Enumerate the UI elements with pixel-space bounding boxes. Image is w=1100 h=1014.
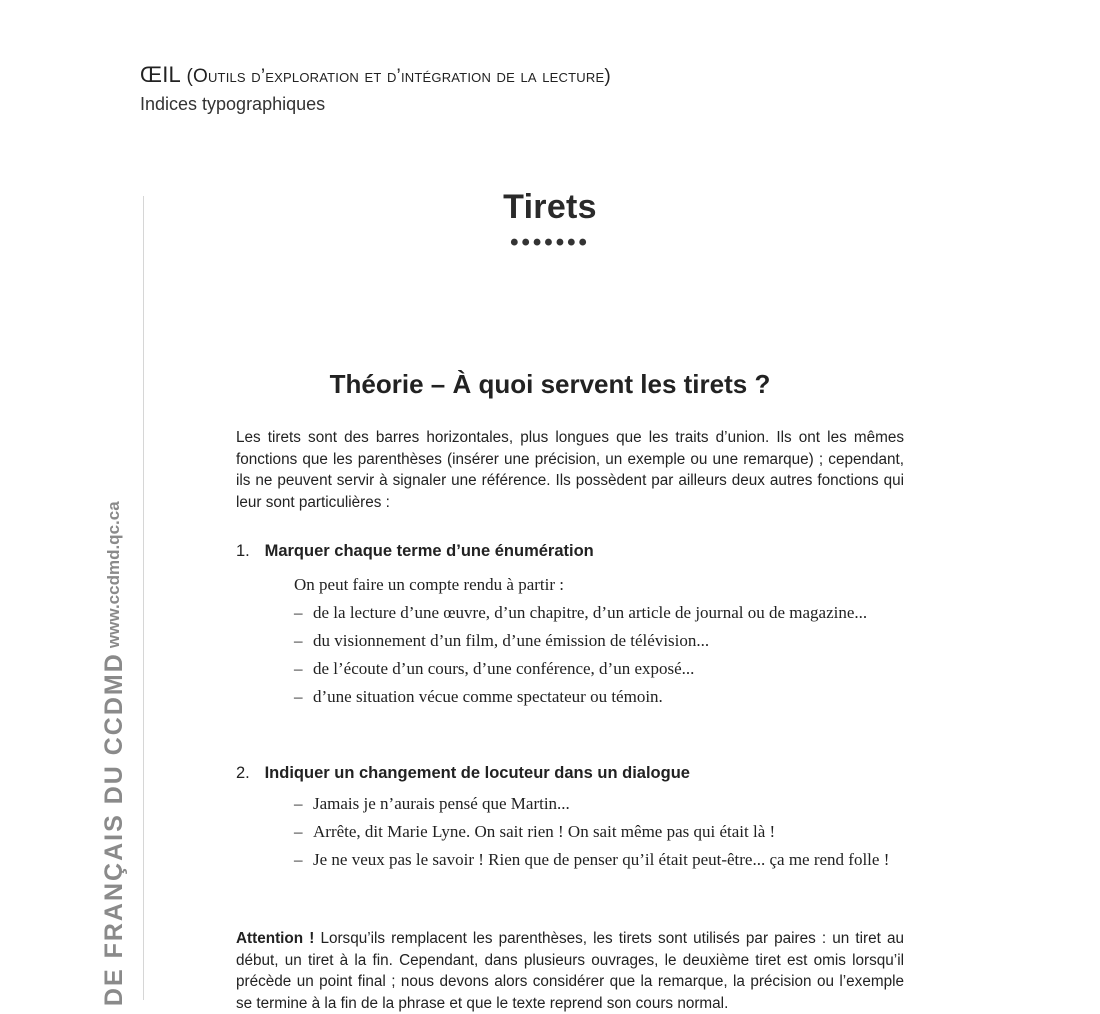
list-item: – de l’écoute d’un cours, d’une conférence, d’un exposé... — [294, 657, 904, 681]
item-1-lead: On peut faire un compte rendu à partir : — [294, 575, 565, 594]
side-publisher: DE FRANÇAIS DU CCDMD — [100, 652, 128, 1006]
item-2-heading — [236, 764, 690, 783]
list-item: – Je ne veux pas le savoir ! Rien que de penser qu’il était peut-être... ça me rend folle ! — [294, 848, 904, 872]
list-item: – du visionnement d’un film, d’une émission de télévision... — [294, 629, 904, 653]
item-1-list — [294, 601, 904, 713]
dash-marker: – — [294, 603, 303, 622]
page-title: Tirets — [503, 188, 597, 226]
list-item: – Arrête, dit Marie Lyne. On sait rien ! On sait même pas qui était là ! — [294, 820, 904, 844]
dash-marker: – — [294, 822, 303, 841]
dash-marker: – — [294, 687, 303, 706]
series-title — [140, 62, 840, 88]
dash-marker: – — [294, 631, 303, 650]
series-full-name: (Outils d’exploration et d’intégration de la lecture) — [186, 66, 611, 87]
dash-marker: – — [294, 659, 303, 678]
list-item: – d’une situation vécue comme spectateur ou témoin. — [294, 685, 904, 709]
side-banner — [100, 380, 154, 1006]
list-item: – Jamais je n’aurais pensé que Martin... — [294, 792, 904, 816]
item-2-list — [294, 792, 904, 876]
title-dots-decoration: ••••••• — [510, 229, 590, 256]
attention-paragraph — [236, 928, 904, 1014]
item-1-heading — [236, 542, 594, 561]
intro-paragraph: Les tirets sont des barres horizontales, plus longues que les traits d’union. Ils ont les mêmes fonctions que les parenthèses (insérer une précision, un exemple ou une remarque) ; cependant, ils ne peuvent servir à signaler une référence. Ils possèdent par ailleurs deux autres fonctions qui leur sont particulières : — [236, 429, 904, 511]
series-subtitle: Indices typographiques — [140, 94, 326, 114]
section-title: Théorie – À quoi servent les tirets ? — [329, 369, 771, 399]
item-2-number: 2. — [236, 764, 250, 782]
item-1-label: Marquer chaque terme d’une énumération — [264, 542, 594, 560]
side-url: www.ccdmd.qc.ca — [104, 500, 123, 648]
list-item: – de la lecture d’une œuvre, d’un chapitre, d’un article de journal ou de magazine... — [294, 601, 904, 625]
series-logo: ŒIL — [140, 62, 181, 87]
item-2-label: Indiquer un changement de locuteur dans un dialogue — [264, 764, 690, 782]
attention-text: Lorsqu’ils remplacent les parenthèses, les tirets sont utilisés par paires : un tiret au début, un tiret à la fin. Cependant, dans plusieurs ouvrages, le deuxième tiret est omis lorsqu’il précède un point final ; nous devons alors considérer que la remarque, la précision ou l’exemple se termine à la fin de la phrase et que le texte reprend son cours normal. — [236, 930, 904, 1012]
attention-label: Attention ! — [236, 930, 315, 947]
dash-marker: – — [294, 850, 303, 869]
side-banner-text — [100, 483, 129, 1006]
item-1-number: 1. — [236, 542, 250, 560]
dash-marker: – — [294, 794, 303, 813]
